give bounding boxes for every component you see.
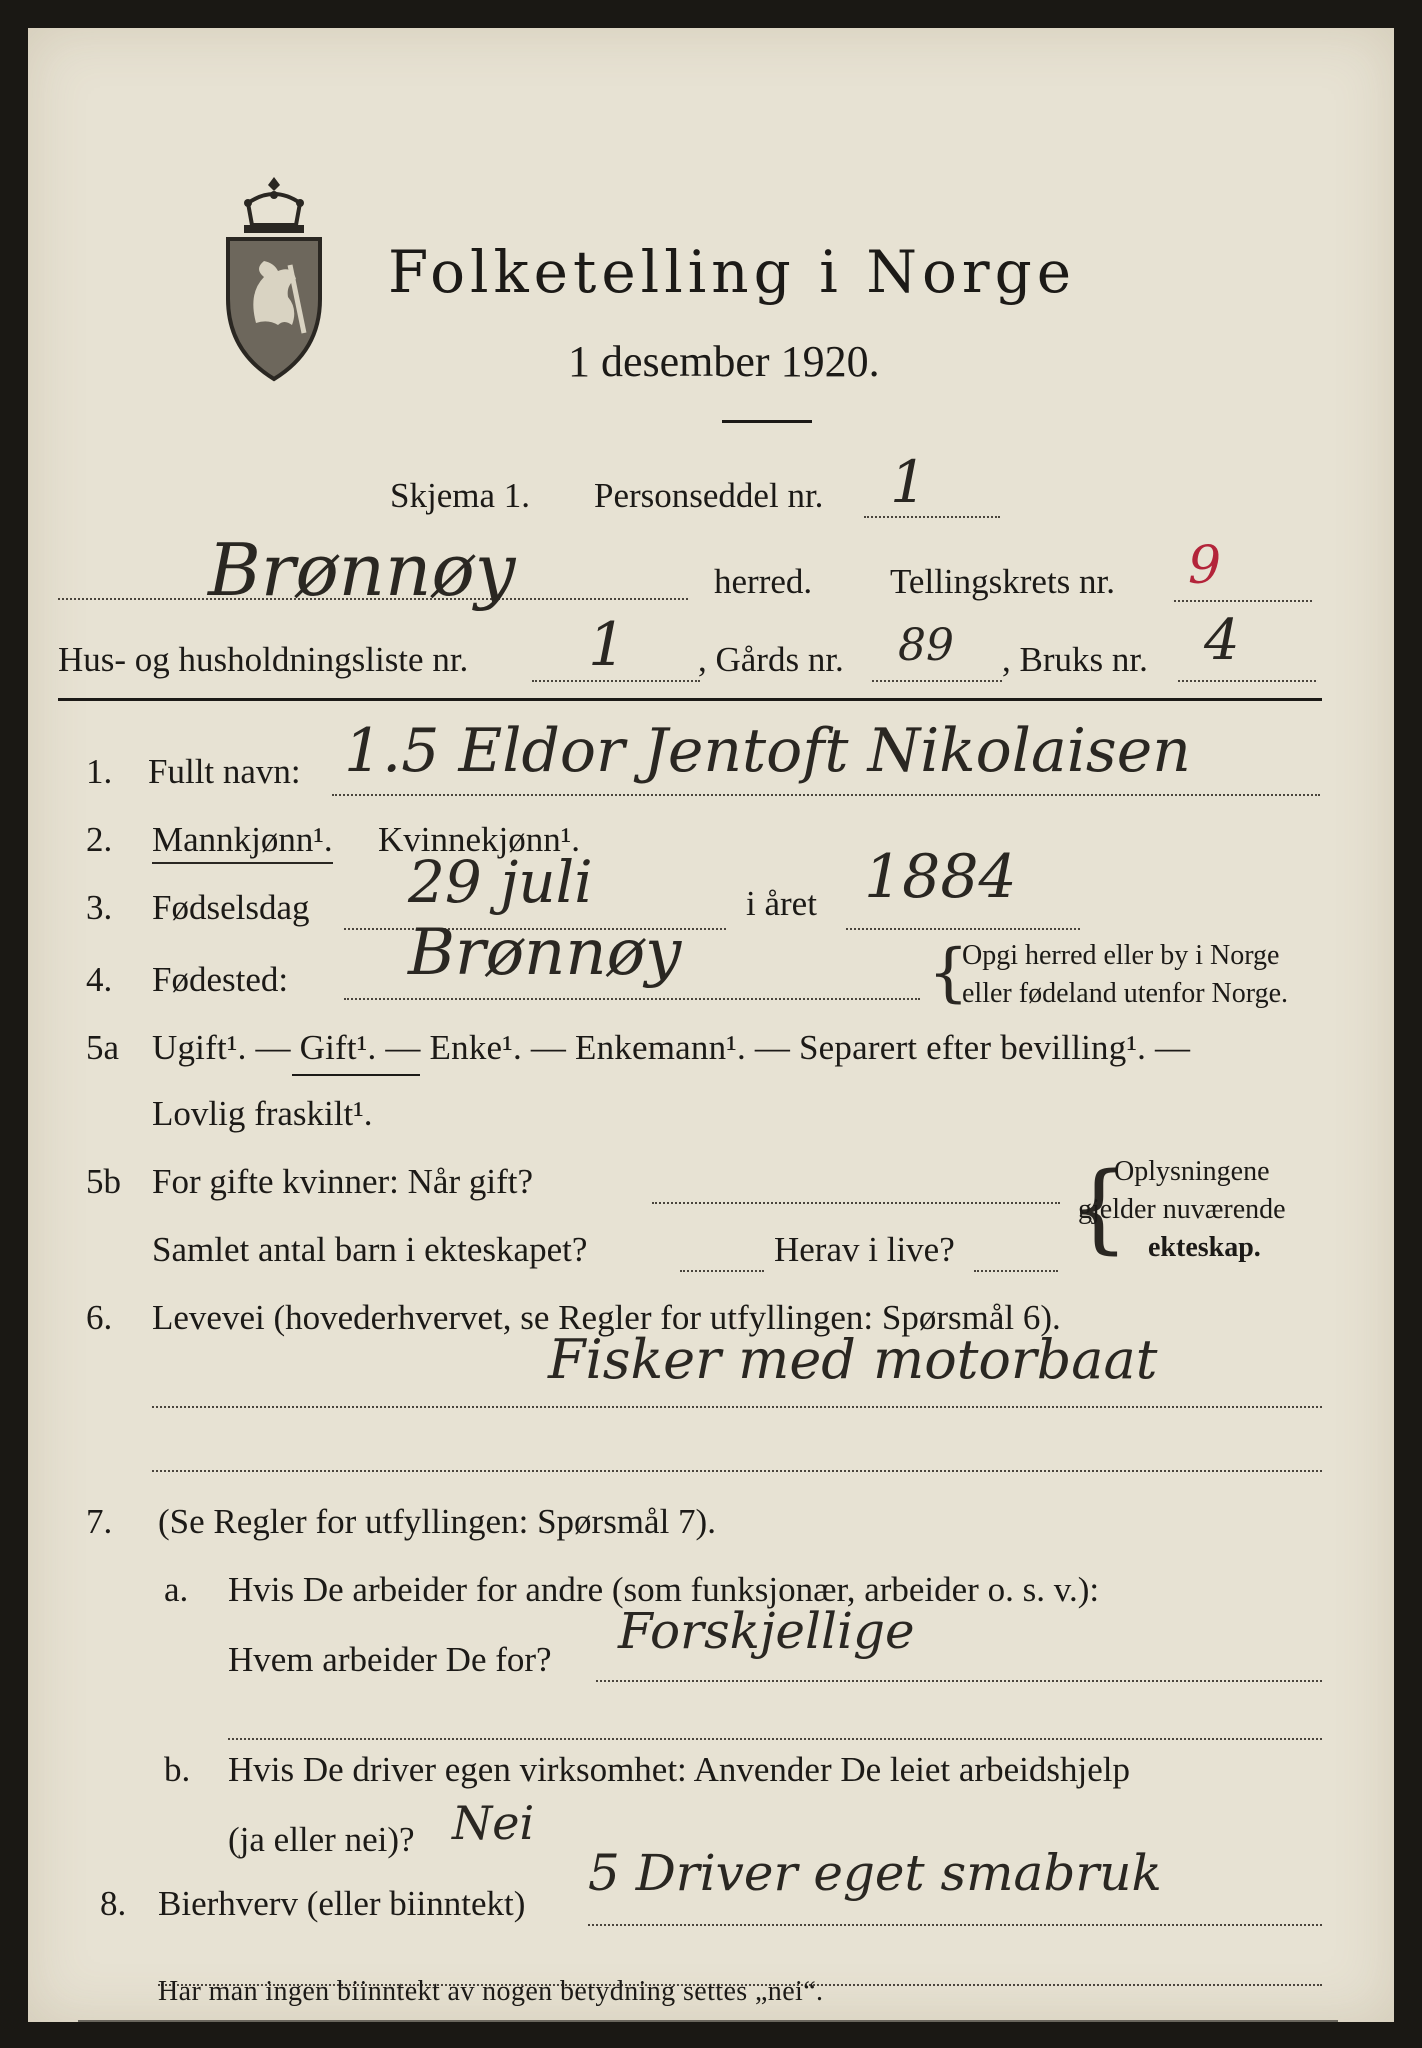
q3-year-label: i året (746, 884, 817, 923)
q4-note-2: eller fødeland utenfor Norge. (962, 978, 1289, 1009)
q7-label: (Se Regler for utfyllingen: Spørsmål 7). (158, 1502, 716, 1541)
bruks-line (1178, 680, 1316, 682)
q5a-gift-underline (292, 1074, 420, 1076)
q4-value: Brønnøy (408, 916, 682, 990)
q7b-letter: b. (164, 1750, 191, 1789)
q1-line (332, 794, 1320, 796)
q8-number: 8. (100, 1884, 127, 1923)
header-divider (58, 698, 1322, 701)
personseddel-label: Personseddel nr. (594, 476, 824, 515)
q7-number: 7. (86, 1502, 113, 1541)
q6-value: Fisker med motorbaat (548, 1328, 1158, 1391)
q5b-alive-label: Herav i live? (774, 1230, 955, 1269)
q1-number: 1. (86, 752, 113, 791)
gards-value: 89 (898, 620, 954, 671)
q3-year-value: 1884 (864, 842, 1017, 912)
herred-value: Brønnøy (208, 528, 516, 612)
q1-label: Fullt navn: (148, 752, 301, 791)
q5b-brace: { (1068, 1152, 1130, 1264)
q3-number: 3. (86, 888, 113, 927)
q5b-children-label: Samlet antal barn i ekteskapet? (152, 1230, 588, 1269)
q5a-options: Ugift¹. — Gift¹. — Enke¹. — Enkemann¹. — Separert efter bevilling¹. — (152, 1028, 1191, 1067)
coat-of-arms-icon (218, 173, 330, 383)
q7b-value: Nei (452, 1796, 535, 1850)
bruks-value: 4 (1204, 608, 1240, 673)
title-divider (722, 420, 812, 423)
census-date: 1 desember 1920. (568, 337, 880, 386)
q7a-line (596, 1680, 1322, 1682)
hus-value: 1 (588, 610, 627, 680)
q7a-line-extra (228, 1738, 1322, 1740)
q5b-note-3: ekteskap. (1148, 1232, 1261, 1263)
census-form-sheet (28, 28, 1394, 2022)
q8-line (588, 1924, 1322, 1926)
hus-label: Hus- og husholdningsliste nr. (58, 640, 469, 679)
hus-line (532, 680, 700, 682)
q2-female: Kvinnekjønn¹. (378, 820, 581, 859)
tellingskrets-line (1174, 600, 1312, 602)
q5b-number: 5b (86, 1162, 121, 1201)
q5b-note-2: gjelder nuværende (1078, 1194, 1286, 1225)
q7a-line-1: Hvis De arbeider for andre (som funksjonær, arbeider o. s. v.): (228, 1570, 1100, 1609)
gards-label: , Gårds nr. (698, 640, 844, 679)
q5b-note-1: Oplysningene (1114, 1156, 1270, 1187)
bottom-rule (78, 2020, 1338, 2022)
q4-line (344, 998, 920, 1000)
herred-label: herred. (714, 562, 813, 601)
q7b-line-1: Hvis De driver egen virksomhet: Anvender De leiet arbeidshjelp (228, 1750, 1130, 1789)
q5b-alive-line (974, 1270, 1058, 1272)
q6-number: 6. (86, 1298, 113, 1337)
q5b-children-line (680, 1270, 764, 1272)
q7a-letter: a. (164, 1570, 189, 1609)
q6-line-2 (152, 1470, 1322, 1472)
q7a-line-2: Hvem arbeider De for? (228, 1640, 552, 1679)
q1-value: 1.5 Eldor Jentoft Nikolaisen (344, 716, 1191, 786)
q7a-value: Forskjellige (618, 1602, 915, 1660)
gards-line (872, 680, 1002, 682)
personseddel-value: 1 (890, 448, 927, 516)
q5a-option-fraskilt: Lovlig fraskilt¹. (152, 1094, 373, 1133)
q8-label: Bierhverv (eller biinntekt) (158, 1884, 526, 1923)
footer-note: Har man ingen biinntekt av nogen betydning settes „nei“. (158, 1976, 824, 2007)
personseddel-line (864, 516, 1000, 518)
bruks-label: , Bruks nr. (1002, 640, 1148, 679)
skjema-label: Skjema 1. (390, 476, 530, 515)
q4-brace: { (928, 936, 969, 1010)
page-title: Folketelling i Norge (388, 238, 1077, 306)
q5a-number: 5a (86, 1028, 120, 1067)
q6-label: Levevei (hovederhvervet, se Regler for utfyllingen: Spørsmål 6). (152, 1298, 1061, 1337)
q4-note-1: Opgi herred eller by i Norge (962, 940, 1280, 971)
q3-label: Fødselsdag (152, 888, 310, 927)
q4-label: Fødested: (152, 960, 289, 999)
q7b-line-2: (ja eller nei)? (228, 1820, 415, 1859)
q5b-married-line (652, 1202, 1060, 1204)
q5b-line-1: For gifte kvinner: Når gift? (152, 1162, 534, 1201)
q2-male: Mannkjønn¹. (152, 820, 333, 864)
q2-number: 2. (86, 820, 113, 859)
q3-value: 29 juli (408, 848, 593, 916)
tellingskrets-label: Tellingskrets nr. (890, 562, 1116, 601)
q6-line-1 (152, 1406, 1322, 1408)
q8-value: 5 Driver eget smabruk (588, 1844, 1162, 1902)
q3-year-line (846, 928, 1080, 930)
tellingskrets-value: 9 (1188, 536, 1222, 596)
q4-number: 4. (86, 960, 113, 999)
